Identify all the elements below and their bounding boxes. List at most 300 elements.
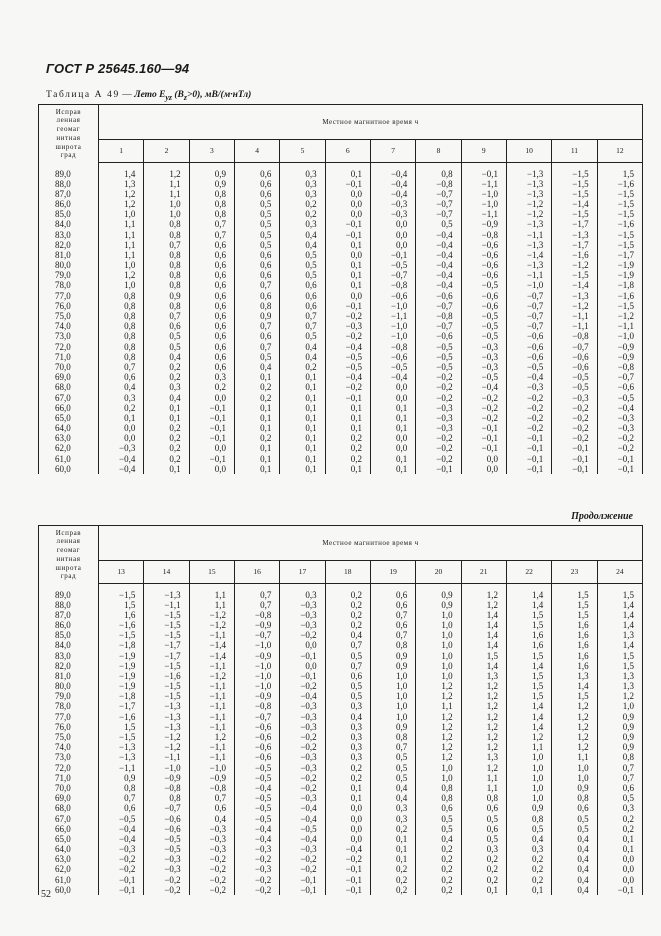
value-cell: 0,0 [189, 393, 234, 403]
value-cell: 0,4 [280, 230, 325, 240]
hour-header: 12 [597, 140, 642, 163]
value-cell: −0,5 [234, 794, 279, 804]
value-cell: 0,2 [280, 210, 325, 220]
value-cell: 0,6 [234, 261, 279, 271]
value-cell: 0,8 [144, 281, 189, 291]
table-row [39, 393, 643, 403]
value-cell: −1,1 [189, 692, 234, 702]
value-cell: −0,7 [416, 199, 461, 209]
value-cell: −0,5 [461, 322, 506, 332]
value-cell: −1,5 [597, 189, 642, 199]
table-body [39, 584, 643, 896]
value-cell: −0,4 [370, 373, 415, 383]
value-cell: 0,7 [144, 240, 189, 250]
value-cell: 1,5 [597, 651, 642, 661]
table-row [39, 722, 643, 732]
value-cell: −0,3 [189, 834, 234, 844]
value-cell: 1,0 [370, 702, 415, 712]
table-row [39, 584, 643, 601]
value-cell: 1,3 [552, 671, 597, 681]
value-cell: 0,3 [280, 584, 325, 601]
value-cell: −0,4 [416, 271, 461, 281]
value-cell: −0,6 [506, 352, 551, 362]
value-cell: −0,4 [99, 824, 144, 834]
value-cell: −0,6 [552, 352, 597, 362]
value-cell: 1,2 [461, 732, 506, 742]
value-cell: 0,1 [597, 834, 642, 844]
value-cell: 1,4 [461, 631, 506, 641]
value-cell: 0,1 [370, 454, 415, 464]
latitude-cell: 88,0 [39, 179, 99, 189]
value-cell: −1,0 [461, 189, 506, 199]
value-cell: −1,5 [552, 210, 597, 220]
latitude-cell: 60,0 [39, 464, 99, 474]
value-cell: −0,2 [597, 434, 642, 444]
value-cell: 0,1 [99, 413, 144, 423]
value-cell: 0,3 [325, 753, 370, 763]
latitude-cell: 83,0 [39, 230, 99, 240]
value-cell: 0,1 [280, 393, 325, 403]
value-cell: 0,5 [552, 814, 597, 824]
value-cell: −0,3 [280, 722, 325, 732]
value-cell: 1,2 [189, 732, 234, 742]
value-cell: 0,5 [234, 220, 279, 230]
value-cell: 0,3 [144, 383, 189, 393]
value-cell: 0,4 [280, 240, 325, 250]
value-cell: −0,8 [370, 342, 415, 352]
value-cell: −0,3 [280, 712, 325, 722]
value-cell: −0,2 [189, 855, 234, 865]
value-cell: 0,6 [189, 291, 234, 301]
value-cell: 1,5 [99, 600, 144, 610]
value-cell: 1,0 [370, 682, 415, 692]
value-cell: −1,1 [189, 712, 234, 722]
value-cell: −1,3 [506, 179, 551, 189]
value-cell: −0,1 [325, 179, 370, 189]
hour-header: 14 [144, 561, 189, 584]
value-cell: 0,6 [234, 250, 279, 260]
value-cell: −0,6 [144, 824, 189, 834]
lat-header-line: нитная [56, 133, 81, 142]
value-cell: −0,9 [189, 773, 234, 783]
value-cell: 0,5 [280, 250, 325, 260]
table-row [39, 444, 643, 454]
value-cell: 0,1 [325, 163, 370, 180]
latitude-cell: 66,0 [39, 824, 99, 834]
value-cell: 0,0 [280, 641, 325, 651]
table-row [39, 631, 643, 641]
value-cell: −0,4 [234, 824, 279, 834]
value-cell: 0,5 [144, 332, 189, 342]
value-cell: −1,8 [99, 641, 144, 651]
value-cell: 0,2 [370, 885, 415, 895]
value-cell: 0,0 [370, 434, 415, 444]
value-cell: 0,8 [461, 794, 506, 804]
value-cell: 0,5 [234, 352, 279, 362]
value-cell: 1,2 [461, 743, 506, 753]
value-cell: 0,2 [461, 875, 506, 885]
value-cell: 0,9 [144, 291, 189, 301]
value-cell: −1,2 [189, 671, 234, 681]
value-cell: 1,4 [506, 661, 551, 671]
value-cell: −1,3 [552, 291, 597, 301]
value-cell: −0,3 [506, 383, 551, 393]
value-cell: −0,8 [189, 783, 234, 793]
latitude-cell: 77,0 [39, 712, 99, 722]
value-cell: 0,6 [280, 291, 325, 301]
value-cell: 0,9 [416, 584, 461, 601]
value-cell: 0,7 [234, 281, 279, 291]
value-cell: 0,6 [234, 179, 279, 189]
table-row [39, 281, 643, 291]
value-cell: 0,3 [325, 722, 370, 732]
latitude-cell: 62,0 [39, 444, 99, 454]
value-cell: 0,0 [325, 189, 370, 199]
value-cell: 0,6 [370, 620, 415, 630]
value-cell: 0,5 [370, 773, 415, 783]
value-cell: 1,4 [506, 712, 551, 722]
value-cell: 1,3 [461, 753, 506, 763]
document-title: ГОСТ Р 25645.160—94 [46, 61, 190, 76]
value-cell: −0,3 [189, 845, 234, 855]
value-cell: 0,4 [552, 885, 597, 895]
value-cell: 0,8 [189, 199, 234, 209]
value-cell: 0,5 [325, 692, 370, 702]
value-cell: −0,3 [461, 362, 506, 372]
value-cell: −0,7 [416, 301, 461, 311]
value-cell: −1,9 [597, 261, 642, 271]
value-cell: −1,5 [552, 189, 597, 199]
value-cell: 1,0 [506, 773, 551, 783]
table-row [39, 671, 643, 681]
latitude-cell: 61,0 [39, 875, 99, 885]
value-cell: 1,0 [416, 641, 461, 651]
value-cell: 1,4 [99, 163, 144, 180]
value-cell: 0,2 [325, 584, 370, 601]
value-cell: 0,3 [325, 732, 370, 742]
value-cell: 1,1 [416, 702, 461, 712]
value-cell: 0,1 [280, 444, 325, 454]
value-cell: 0,2 [416, 885, 461, 895]
value-cell: −1,0 [597, 332, 642, 342]
value-cell: 0,7 [234, 600, 279, 610]
value-cell: −0,1 [552, 444, 597, 454]
value-cell: 1,2 [461, 584, 506, 601]
value-cell: −0,6 [416, 332, 461, 342]
value-cell: 1,5 [597, 661, 642, 671]
value-cell: 0,5 [416, 220, 461, 230]
value-cell: 0,0 [325, 291, 370, 301]
value-cell: −0,1 [325, 393, 370, 403]
value-cell: 0,7 [99, 362, 144, 372]
value-cell: 1,3 [99, 179, 144, 189]
table-caption [46, 90, 251, 102]
value-cell: 0,0 [325, 824, 370, 834]
value-cell: −0,4 [416, 250, 461, 260]
value-cell: 1,2 [144, 163, 189, 180]
hour-header-row [39, 561, 643, 584]
value-cell: 0,4 [552, 865, 597, 875]
value-cell: 1,6 [552, 661, 597, 671]
value-cell: −1,6 [99, 712, 144, 722]
latitude-cell: 82,0 [39, 240, 99, 250]
value-cell: −0,6 [461, 271, 506, 281]
value-cell: −0,2 [280, 855, 325, 865]
value-cell: 0,7 [189, 220, 234, 230]
value-cell: −0,6 [506, 332, 551, 342]
value-cell: −0,1 [597, 464, 642, 474]
value-cell: 0,3 [325, 743, 370, 753]
value-cell: −0,2 [280, 732, 325, 742]
value-cell: −1,3 [144, 702, 189, 712]
value-cell: −1,3 [144, 722, 189, 732]
value-cell: −0,5 [461, 332, 506, 342]
latitude-cell: 86,0 [39, 199, 99, 209]
value-cell: −1,9 [597, 271, 642, 281]
value-cell: 1,1 [461, 783, 506, 793]
value-cell: −0,2 [325, 383, 370, 393]
value-cell: −1,5 [597, 199, 642, 209]
table-row [39, 610, 643, 620]
value-cell: −1,0 [506, 281, 551, 291]
value-cell: 0,2 [597, 814, 642, 824]
value-cell: −0,1 [99, 885, 144, 895]
value-cell: −0,1 [325, 230, 370, 240]
value-cell: 0,7 [234, 584, 279, 601]
value-cell: −0,1 [597, 885, 642, 895]
latitude-cell: 66,0 [39, 403, 99, 413]
latitude-cell: 69,0 [39, 373, 99, 383]
value-cell: 0,0 [370, 230, 415, 240]
value-cell: 0,6 [189, 342, 234, 352]
value-cell: 1,2 [416, 712, 461, 722]
value-cell: 0,8 [99, 311, 144, 321]
value-cell: −1,0 [370, 332, 415, 342]
value-cell: 1,5 [506, 620, 551, 630]
value-cell: 1,2 [461, 600, 506, 610]
caption-condition: (B [172, 90, 184, 100]
hour-header: 5 [280, 140, 325, 163]
value-cell: 0,2 [325, 773, 370, 783]
value-cell: −0,3 [280, 610, 325, 620]
value-cell: −0,2 [234, 885, 279, 895]
value-cell: 0,1 [325, 783, 370, 793]
value-cell: −0,1 [461, 424, 506, 434]
value-cell: 1,2 [461, 712, 506, 722]
value-cell: 1,1 [99, 230, 144, 240]
value-cell: 0,2 [416, 865, 461, 875]
value-cell: −1,1 [461, 179, 506, 189]
value-cell: 0,2 [325, 444, 370, 454]
value-cell: 0,2 [144, 444, 189, 454]
value-cell: 0,5 [370, 763, 415, 773]
value-cell: 1,4 [506, 600, 551, 610]
value-cell: 0,2 [144, 362, 189, 372]
value-cell: −0,3 [461, 352, 506, 362]
value-cell: −1,3 [552, 230, 597, 240]
value-cell: 1,0 [552, 773, 597, 783]
table-row [39, 865, 643, 875]
table-row [39, 651, 643, 661]
value-cell: −1,0 [461, 199, 506, 209]
latitude-cell: 84,0 [39, 220, 99, 230]
value-cell: 0,9 [189, 179, 234, 189]
hour-header: 24 [597, 561, 642, 584]
value-cell: 0,9 [189, 163, 234, 180]
value-cell: −0,5 [552, 373, 597, 383]
value-cell: −0,1 [325, 865, 370, 875]
table-row [39, 804, 643, 814]
value-cell: 0,4 [370, 794, 415, 804]
value-cell: −1,4 [189, 651, 234, 661]
value-cell: 0,6 [461, 804, 506, 814]
value-cell: 1,0 [506, 783, 551, 793]
latitude-cell: 68,0 [39, 383, 99, 393]
value-cell: −1,8 [597, 281, 642, 291]
value-cell: 0,2 [325, 763, 370, 773]
value-cell: −0,2 [461, 403, 506, 413]
caption-condition-subscript: z [183, 92, 187, 102]
value-cell: −0,5 [461, 311, 506, 321]
value-cell: 0,6 [234, 189, 279, 199]
value-cell: −1,4 [552, 281, 597, 291]
value-cell: −1,1 [189, 702, 234, 712]
value-cell: −1,3 [99, 743, 144, 753]
value-cell: 0,1 [325, 464, 370, 474]
latitude-cell: 60,0 [39, 885, 99, 895]
value-cell: 0,1 [280, 464, 325, 474]
value-cell: −0,7 [144, 804, 189, 814]
value-cell: −1,1 [506, 230, 551, 240]
value-cell: 0,4 [325, 712, 370, 722]
value-cell: 0,9 [416, 600, 461, 610]
value-cell: 0,3 [370, 814, 415, 824]
value-cell: 0,8 [144, 261, 189, 271]
value-cell: 0,0 [370, 393, 415, 403]
value-cell: 0,1 [370, 403, 415, 413]
value-cell: 1,4 [461, 661, 506, 671]
value-cell: −0,3 [280, 702, 325, 712]
value-cell: 0,7 [189, 794, 234, 804]
hour-header: 16 [234, 561, 279, 584]
value-cell: 0,2 [506, 865, 551, 875]
value-cell: −0,1 [99, 875, 144, 885]
value-cell: 0,0 [280, 661, 325, 671]
value-cell: −0,5 [280, 824, 325, 834]
value-cell: −0,1 [552, 464, 597, 474]
value-cell: −0,5 [370, 261, 415, 271]
value-cell: −0,9 [144, 773, 189, 783]
value-cell: 1,2 [552, 712, 597, 722]
hour-header: 2 [144, 140, 189, 163]
value-cell: −0,6 [552, 362, 597, 372]
value-cell: 0,8 [234, 301, 279, 311]
table-row [39, 189, 643, 199]
value-cell: −1,2 [189, 620, 234, 630]
value-cell: −0,2 [461, 413, 506, 423]
value-cell: −1,7 [597, 250, 642, 260]
value-cell: 0,8 [99, 322, 144, 332]
latitude-cell: 73,0 [39, 753, 99, 763]
value-cell: −0,1 [461, 434, 506, 444]
value-cell: 0,4 [144, 393, 189, 403]
value-cell: −0,6 [461, 291, 506, 301]
hour-header: 20 [416, 561, 461, 584]
table-row [39, 434, 643, 444]
value-cell: −0,4 [416, 230, 461, 240]
value-cell: 0,3 [280, 189, 325, 199]
value-cell: −0,2 [280, 682, 325, 692]
value-cell: −1,5 [144, 631, 189, 641]
latitude-cell: 67,0 [39, 814, 99, 824]
value-cell: 0,5 [234, 230, 279, 240]
value-cell: −0,6 [461, 261, 506, 271]
value-cell: 0,1 [370, 424, 415, 434]
value-cell: −1,1 [189, 682, 234, 692]
value-cell: 1,0 [506, 794, 551, 804]
value-cell: −0,8 [416, 179, 461, 189]
latitude-cell: 64,0 [39, 845, 99, 855]
value-cell: −0,2 [506, 424, 551, 434]
value-cell: 0,0 [325, 210, 370, 220]
value-cell: −0,1 [461, 163, 506, 180]
value-cell: −0,2 [280, 783, 325, 793]
value-cell: 0,6 [234, 332, 279, 342]
table-row [39, 464, 643, 474]
value-cell: −0,1 [189, 413, 234, 423]
value-cell: −1,5 [552, 271, 597, 281]
value-cell: 0,1 [325, 271, 370, 281]
value-cell: 0,2 [234, 434, 279, 444]
value-cell: 0,1 [325, 240, 370, 250]
value-cell: 0,4 [552, 845, 597, 855]
value-cell: −0,5 [325, 352, 370, 362]
value-cell: 0,7 [597, 773, 642, 783]
hour-header: 4 [234, 140, 279, 163]
table-row [39, 794, 643, 804]
value-cell: 0,9 [370, 722, 415, 732]
value-cell: 0,3 [597, 804, 642, 814]
value-cell: 0,4 [280, 352, 325, 362]
value-cell: 0,0 [461, 454, 506, 464]
value-cell: 0,4 [552, 875, 597, 885]
value-cell: 1,2 [506, 732, 551, 742]
value-cell: 1,4 [506, 702, 551, 712]
latitude-cell: 63,0 [39, 434, 99, 444]
value-cell: 0,6 [144, 322, 189, 332]
value-cell: −1,5 [144, 620, 189, 630]
value-cell: 0,1 [325, 403, 370, 413]
value-cell: −1,1 [189, 661, 234, 671]
value-cell: −0,5 [552, 383, 597, 393]
value-cell: 0,1 [325, 281, 370, 291]
value-cell: 1,4 [506, 722, 551, 732]
value-cell: −1,5 [552, 163, 597, 180]
value-cell: 0,6 [189, 261, 234, 271]
value-cell: 0,8 [189, 189, 234, 199]
value-cell: 0,9 [597, 722, 642, 732]
value-cell: −0,6 [370, 352, 415, 362]
value-cell: 1,1 [461, 773, 506, 783]
value-cell: −1,9 [99, 651, 144, 661]
lat-header-line: широта [55, 563, 82, 572]
value-cell: −1,1 [506, 271, 551, 281]
latitude-cell: 62,0 [39, 865, 99, 875]
table-row [39, 220, 643, 230]
value-cell: 0,1 [325, 424, 370, 434]
value-cell: −1,7 [99, 702, 144, 712]
value-cell: 1,2 [597, 692, 642, 702]
